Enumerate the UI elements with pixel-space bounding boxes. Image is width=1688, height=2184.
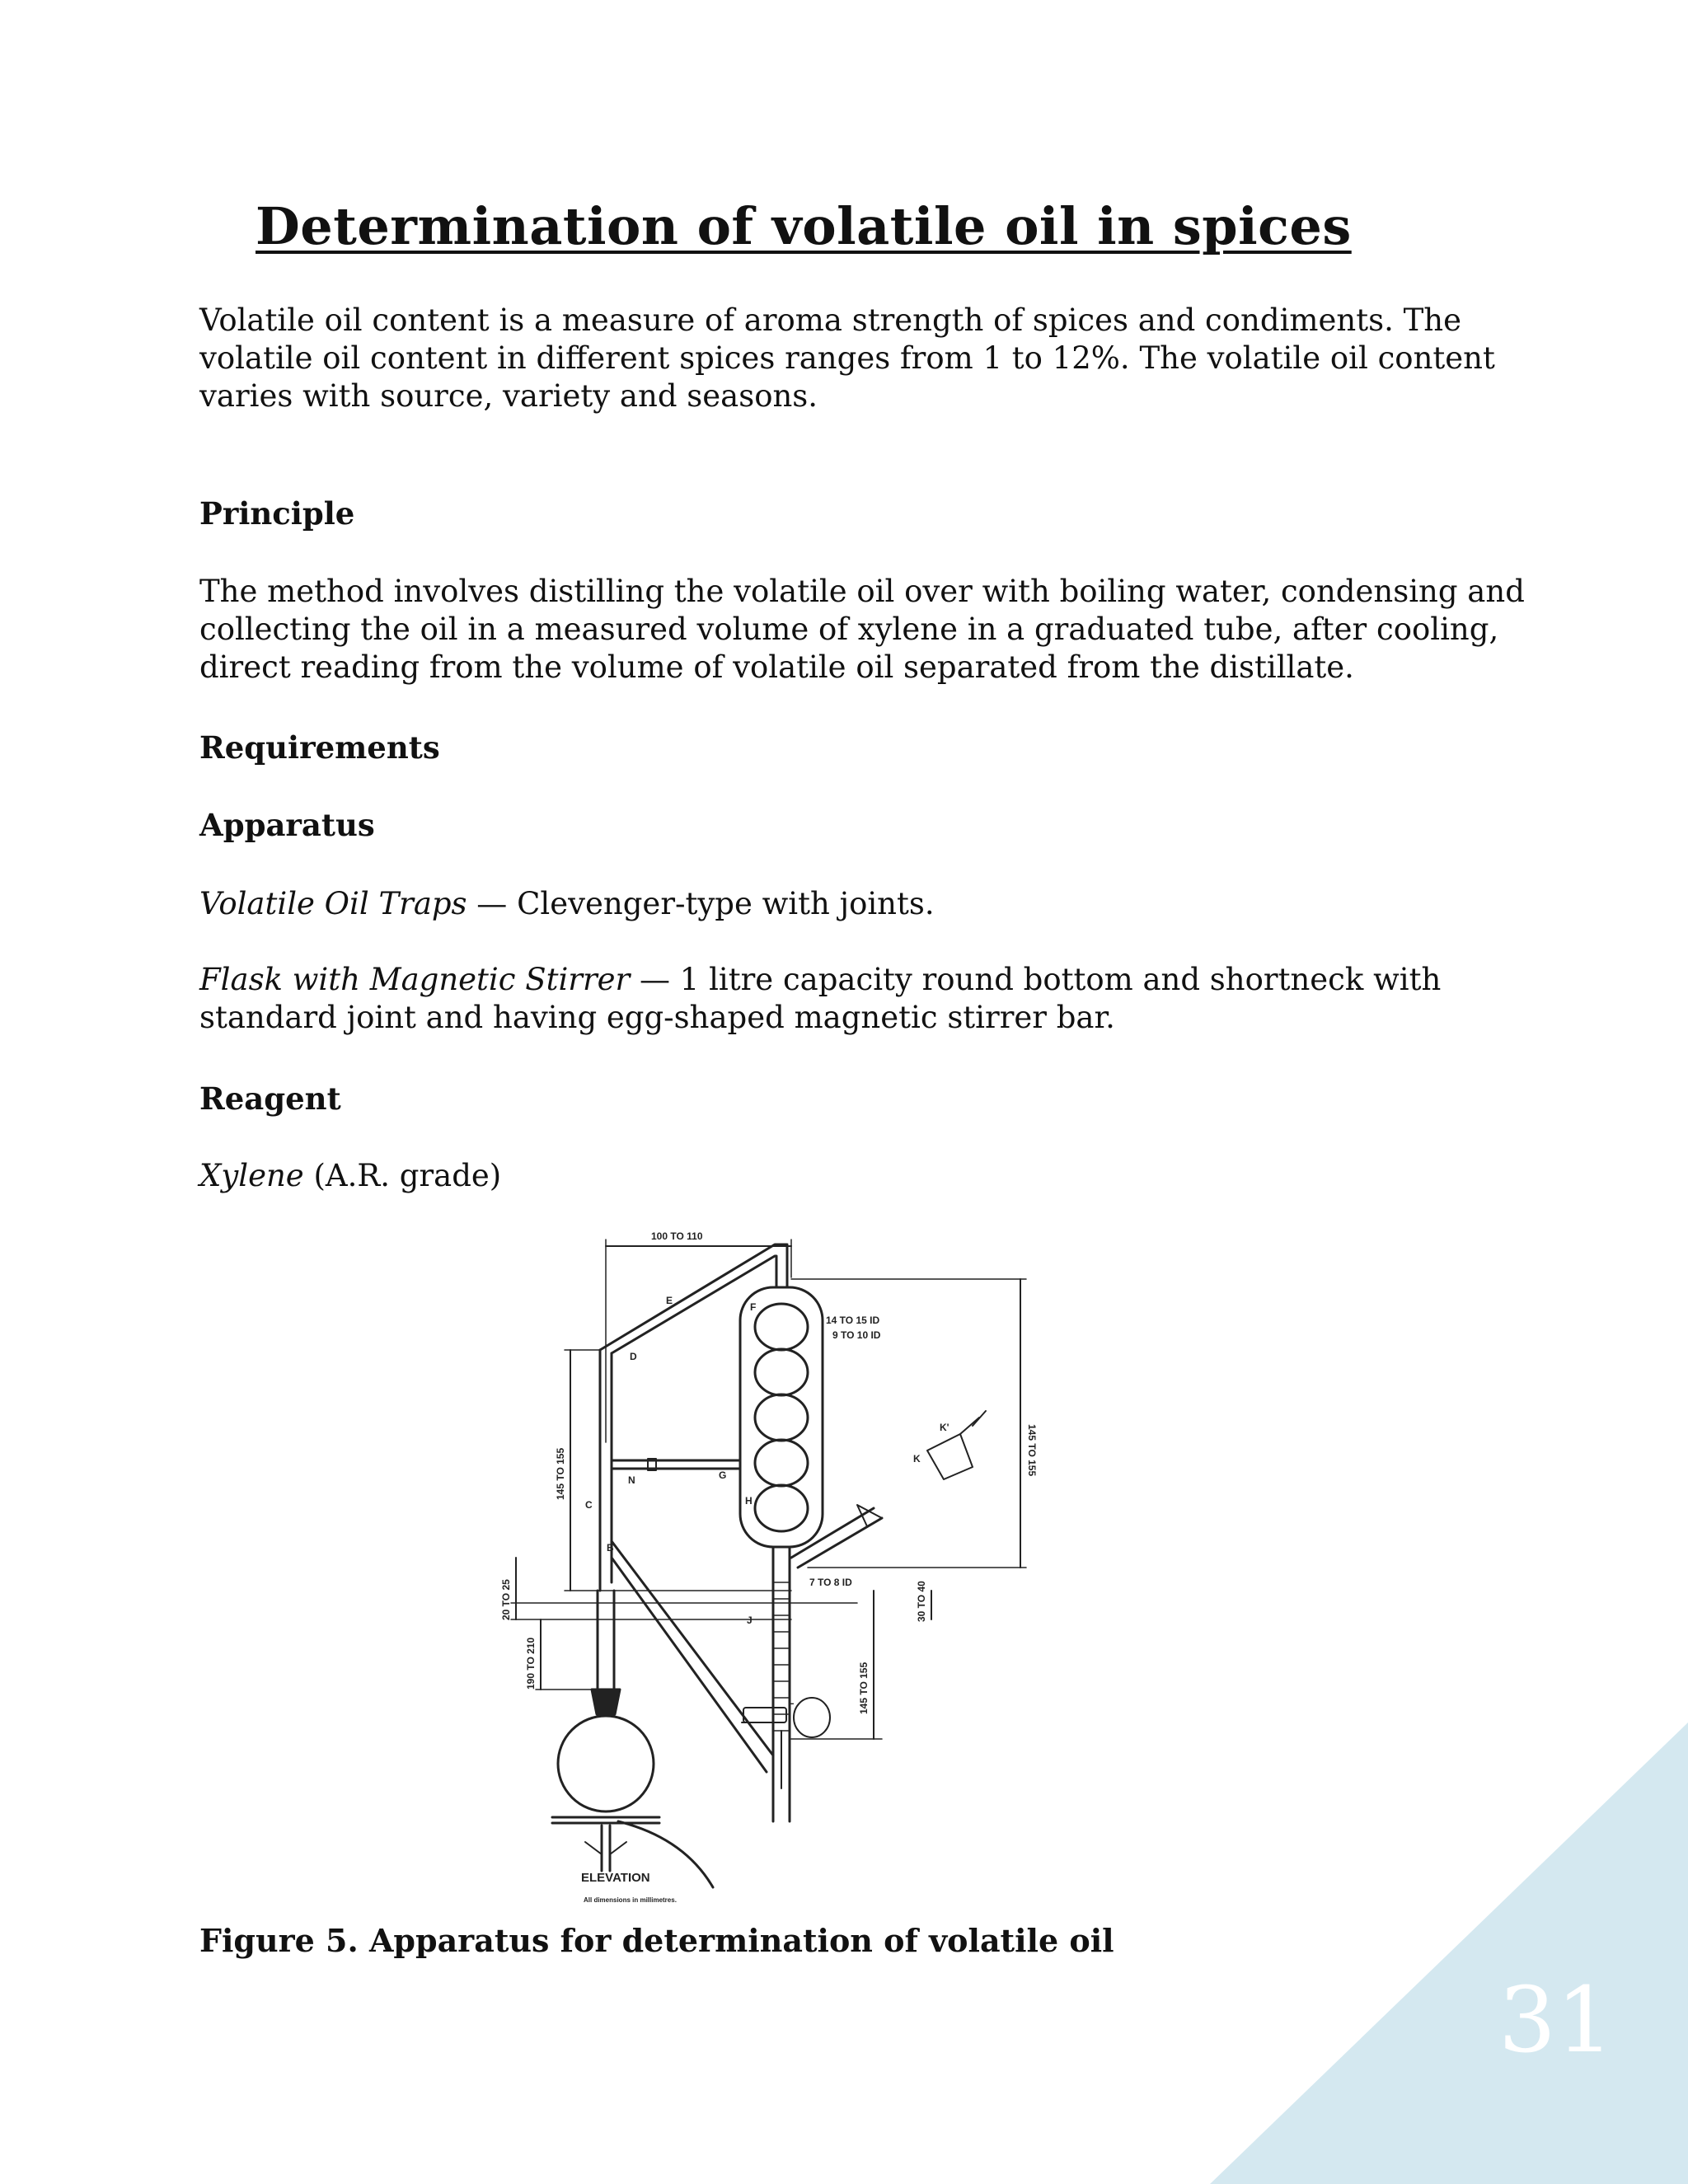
corner-decoration <box>1210 1722 1688 2184</box>
item-description: Clevenger-type with joints. <box>517 886 935 921</box>
dim-right-height: 145 TO 155 <box>1026 1424 1038 1477</box>
item-separator: — <box>467 886 518 921</box>
label-l: L <box>788 1695 795 1707</box>
apparatus-item-flask <box>199 961 1551 1037</box>
label-b: B <box>607 1542 614 1554</box>
apparatus-heading: Apparatus <box>199 807 375 843</box>
label-k: K <box>913 1453 921 1465</box>
item-separator: — <box>630 962 680 997</box>
label-c: C <box>585 1499 593 1511</box>
dim-inner-id: 9 TO 10 ID <box>832 1329 881 1341</box>
figure-label-elevation: ELEVATION <box>581 1871 650 1885</box>
label-a: A <box>600 1677 607 1689</box>
dim-left-small: 20 TO 25 <box>500 1579 512 1620</box>
dim-right-small: 30 TO 40 <box>916 1581 927 1622</box>
label-j: J <box>747 1615 753 1626</box>
reagent-name: Xylene <box>199 1158 304 1193</box>
label-h: H <box>745 1495 753 1507</box>
apparatus-diagram <box>495 1228 1055 1912</box>
dim-left-large: 190 TO 210 <box>525 1637 537 1690</box>
principle-heading: Principle <box>199 495 355 532</box>
figure-note-dimensions: All dimensions in millimetres. <box>584 1896 677 1904</box>
label-d: D <box>630 1351 637 1362</box>
item-name: Flask with Magnetic Stirrer <box>199 962 631 997</box>
dim-burette-height: 145 TO 155 <box>858 1661 870 1714</box>
page-title: Determination of volatile oil in spices <box>256 196 1352 256</box>
reagent-item <box>199 1157 1551 1195</box>
dim-left-height: 145 TO 155 <box>555 1447 566 1500</box>
label-g: G <box>719 1469 727 1481</box>
reagent-heading: Reagent <box>199 1080 341 1117</box>
requirements-heading: Requirements <box>199 729 440 766</box>
label-k-prime: K' <box>940 1422 950 1433</box>
reagent-description: (A.R. grade) <box>303 1158 502 1193</box>
dim-outer-id: 14 TO 15 ID <box>826 1315 880 1326</box>
label-f: F <box>750 1301 757 1313</box>
dim-top-width: 100 TO 110 <box>651 1230 703 1242</box>
item-name: Volatile Oil Traps <box>199 886 467 921</box>
page-number: 31 <box>1498 1967 1614 2073</box>
label-e: E <box>666 1295 673 1306</box>
principle-paragraph: The method involves distilling the volatile oil over with boiling water, condensing and collecting the oil in a measured volume of xylene in a graduated tube, after cooling, direct reading from the volume of volatile oil separated from the distillate. <box>199 574 1525 685</box>
label-n: N <box>628 1474 635 1486</box>
intro-paragraph: Volatile oil content is a measure of aroma strength of spices and condiments. The volatile oil content in different spices ranges from 1 to 12%. The volatile oil content varies with source, variety and seasons. <box>199 302 1495 414</box>
dim-side-id: 7 TO 8 ID <box>809 1577 852 1588</box>
apparatus-item-oil-traps <box>199 885 1551 923</box>
item-description: 1 litre capacity round bottom and shortneck with standard joint and having egg-shaped magnetic stirrer bar. <box>199 962 1442 1035</box>
figure-caption: Figure 5. Apparatus for determination of volatile oil <box>199 1922 1114 1959</box>
